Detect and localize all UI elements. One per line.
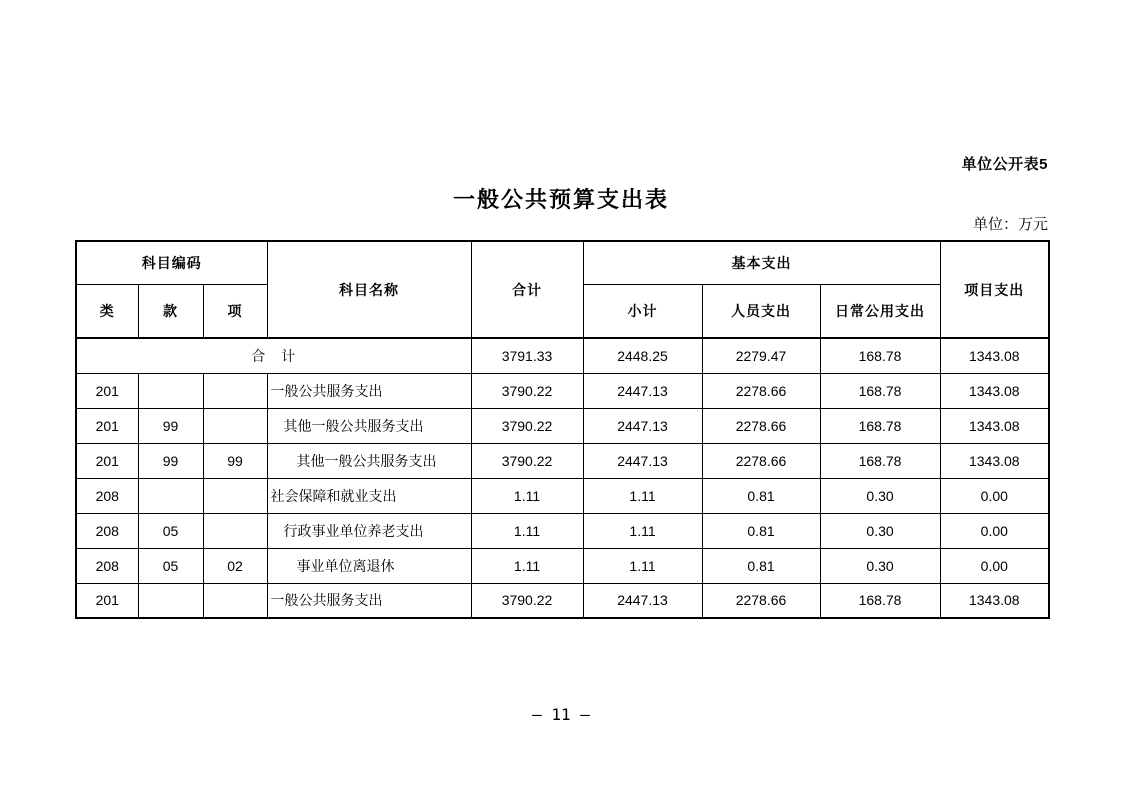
section-code-cell <box>138 478 203 513</box>
page-number: — 11 — <box>532 705 590 724</box>
project-value-cell: 0.00 <box>940 478 1049 513</box>
daily-public-value-cell: 0.30 <box>820 478 940 513</box>
project-value-cell: 0.00 <box>940 548 1049 583</box>
table-body <box>76 338 1049 618</box>
header-subject-name: 科目名称 <box>267 241 471 338</box>
item-code-cell <box>203 478 267 513</box>
table-row <box>76 548 1049 583</box>
project-value-cell: 0.00 <box>940 513 1049 548</box>
section-code-cell: 99 <box>138 408 203 443</box>
daily-public-value-cell: 168.78 <box>820 338 940 373</box>
table-row <box>76 478 1049 513</box>
total-value-cell: 3790.22 <box>471 408 583 443</box>
table-row <box>76 583 1049 618</box>
section-code-cell: 05 <box>138 548 203 583</box>
header-project-expenditure: 项目支出 <box>940 241 1049 338</box>
budget-table <box>75 240 1050 619</box>
subtotal-value-cell: 2447.13 <box>583 408 702 443</box>
section-code-cell <box>138 373 203 408</box>
personnel-value-cell: 2278.66 <box>702 583 820 618</box>
header-category: 类 <box>76 284 138 338</box>
item-code-cell <box>203 513 267 548</box>
total-value-cell: 3790.22 <box>471 443 583 478</box>
header-basic-expenditure: 基本支出 <box>583 241 940 284</box>
row-name-cell: 社会保障和就业支出 <box>267 478 471 513</box>
item-code-cell: 02 <box>203 548 267 583</box>
total-value-cell: 1.11 <box>471 513 583 548</box>
item-code-cell <box>203 583 267 618</box>
personnel-value-cell: 2279.47 <box>702 338 820 373</box>
table-row <box>76 443 1049 478</box>
section-code-cell: 05 <box>138 513 203 548</box>
category-code-cell: 208 <box>76 478 138 513</box>
subtotal-value-cell: 2447.13 <box>583 583 702 618</box>
personnel-value-cell: 0.81 <box>702 513 820 548</box>
subtotal-value-cell: 1.11 <box>583 548 702 583</box>
project-value-cell: 1343.08 <box>940 408 1049 443</box>
daily-public-value-cell: 0.30 <box>820 548 940 583</box>
daily-public-value-cell: 168.78 <box>820 373 940 408</box>
subtotal-value-cell: 1.11 <box>583 478 702 513</box>
project-value-cell: 1343.08 <box>940 443 1049 478</box>
subtotal-value-cell: 2448.25 <box>583 338 702 373</box>
daily-public-value-cell: 168.78 <box>820 583 940 618</box>
unit-note: 单位：万元 <box>972 217 1048 233</box>
section-code-cell <box>138 583 203 618</box>
row-name-cell: 一般公共服务支出 <box>267 583 471 618</box>
table-row <box>76 513 1049 548</box>
item-code-cell: 99 <box>203 443 267 478</box>
table-row <box>76 408 1049 443</box>
daily-public-value-cell: 168.78 <box>820 443 940 478</box>
section-code-cell: 99 <box>138 443 203 478</box>
subtotal-value-cell: 1.11 <box>583 513 702 548</box>
item-code-cell <box>203 408 267 443</box>
total-value-cell: 1.11 <box>471 478 583 513</box>
header-subtotal: 小计 <box>583 284 702 338</box>
daily-public-value-cell: 168.78 <box>820 408 940 443</box>
header-daily-public-expenditure: 日常公用支出 <box>820 284 940 338</box>
daily-public-value-cell: 0.30 <box>820 513 940 548</box>
project-value-cell: 1343.08 <box>940 373 1049 408</box>
row-name-cell: 一般公共服务支出 <box>267 373 471 408</box>
subtotal-value-cell: 2447.13 <box>583 443 702 478</box>
subtotal-value-cell: 2447.13 <box>583 373 702 408</box>
personnel-value-cell: 2278.66 <box>702 373 820 408</box>
row-name-cell: 行政事业单位养老支出 <box>267 513 471 548</box>
total-value-cell: 3790.22 <box>471 583 583 618</box>
header-total: 合计 <box>471 241 583 338</box>
total-value-cell: 3790.22 <box>471 373 583 408</box>
total-value-cell: 1.11 <box>471 548 583 583</box>
category-code-cell: 201 <box>76 373 138 408</box>
personnel-value-cell: 2278.66 <box>702 443 820 478</box>
table-note: 单位公开表5 <box>961 156 1048 173</box>
project-value-cell: 1343.08 <box>940 583 1049 618</box>
header-subject-code: 科目编码 <box>76 241 267 284</box>
row-name-cell: 事业单位离退休 <box>267 548 471 583</box>
header-row-1 <box>76 241 1049 284</box>
table-row <box>76 338 1049 373</box>
personnel-value-cell: 0.81 <box>702 548 820 583</box>
category-code-cell: 208 <box>76 548 138 583</box>
header-section: 款 <box>138 284 203 338</box>
personnel-value-cell: 0.81 <box>702 478 820 513</box>
table-row <box>76 373 1049 408</box>
page-title: 一般公共预算支出表 <box>452 187 669 212</box>
category-code-cell: 201 <box>76 408 138 443</box>
personnel-value-cell: 2278.66 <box>702 408 820 443</box>
row-name-cell: 其他一般公共服务支出 <box>267 408 471 443</box>
header-item: 项 <box>203 284 267 338</box>
total-value-cell: 3791.33 <box>471 338 583 373</box>
row-name-cell: 合 计 <box>76 338 471 373</box>
project-value-cell: 1343.08 <box>940 338 1049 373</box>
category-code-cell: 201 <box>76 583 138 618</box>
table-header <box>76 241 1049 338</box>
item-code-cell <box>203 373 267 408</box>
category-code-cell: 208 <box>76 513 138 548</box>
row-name-cell: 其他一般公共服务支出 <box>267 443 471 478</box>
header-personnel-expenditure: 人员支出 <box>702 284 820 338</box>
category-code-cell: 201 <box>76 443 138 478</box>
